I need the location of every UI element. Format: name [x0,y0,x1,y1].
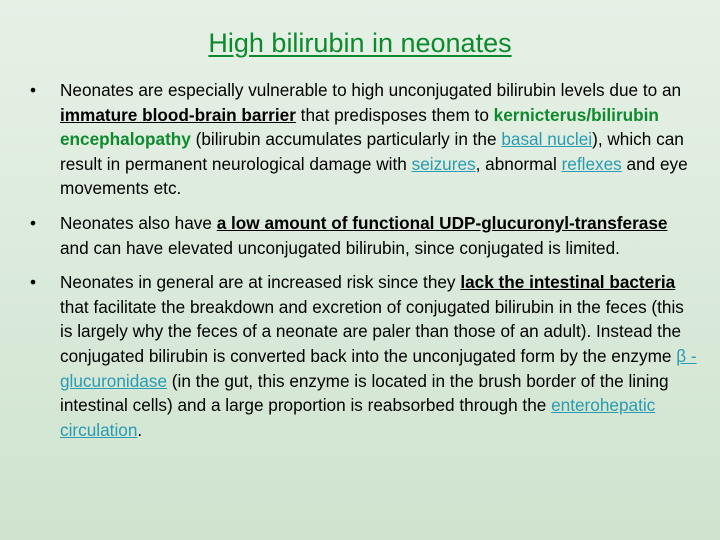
highlight-term: kernicterus/bilirubin encephalopathy [60,104,659,150]
text: , abnormal [475,153,562,174]
bullet-item-1 [30,78,700,201]
emphasis-text: immature blood-brain barrier [60,104,296,125]
link-reflexes[interactable]: reflexes [561,153,622,174]
bullet-icon: • [30,80,37,100]
bullet-list [30,78,700,452]
bullet-item-2 [30,211,700,260]
bullet-icon: • [30,212,37,233]
text: and eye movements etc. [60,153,688,199]
link-seizures[interactable]: seizures [411,153,476,174]
text: (bilirubin accumulates particularly in the [190,129,502,150]
text: that predisposes them to [295,104,494,125]
link-basal-nuclei[interactable]: basal nuclei [501,129,593,150]
text: Neonates in general are at increased risk since they [60,272,461,293]
text: that facilitate the breakdown and excretion of conjugated bilirubin in the feces (this is largely why the feces of a neonate are paler than those of an adult). Instead the conjugated bilirubin is converted back into the unconjugated form by the enzyme [60,296,684,366]
text: . [137,419,143,440]
text: ), which can result in permanent neurological damage with [60,129,684,174]
emphasis-text: a low amount of functional UDP-glucuronyl-transferase [216,212,668,233]
text: Neonates also have [60,212,217,233]
emphasis-text: lack the intestinal bacteria [460,272,676,293]
slide-title: High bilirubin in neonates [208,28,512,58]
bullet-item-3 [30,270,700,442]
bullet-icon: • [30,272,37,293]
text: and can have elevated unconjugated bilirubin, since conjugated is limited. [60,237,620,258]
link-beta-glucuronidase[interactable]: β -glucuronidase [60,345,697,391]
text: (in the gut, this enzyme is located in the brush border of the lining intestinal cells) and a large proportion is reabsorbed through the [60,370,669,416]
link-enterohepatic-circulation[interactable]: enterohepatic circulation [60,395,656,440]
text: Neonates are especially vulnerable to high unconjugated bilirubin levels due to an [60,80,682,100]
